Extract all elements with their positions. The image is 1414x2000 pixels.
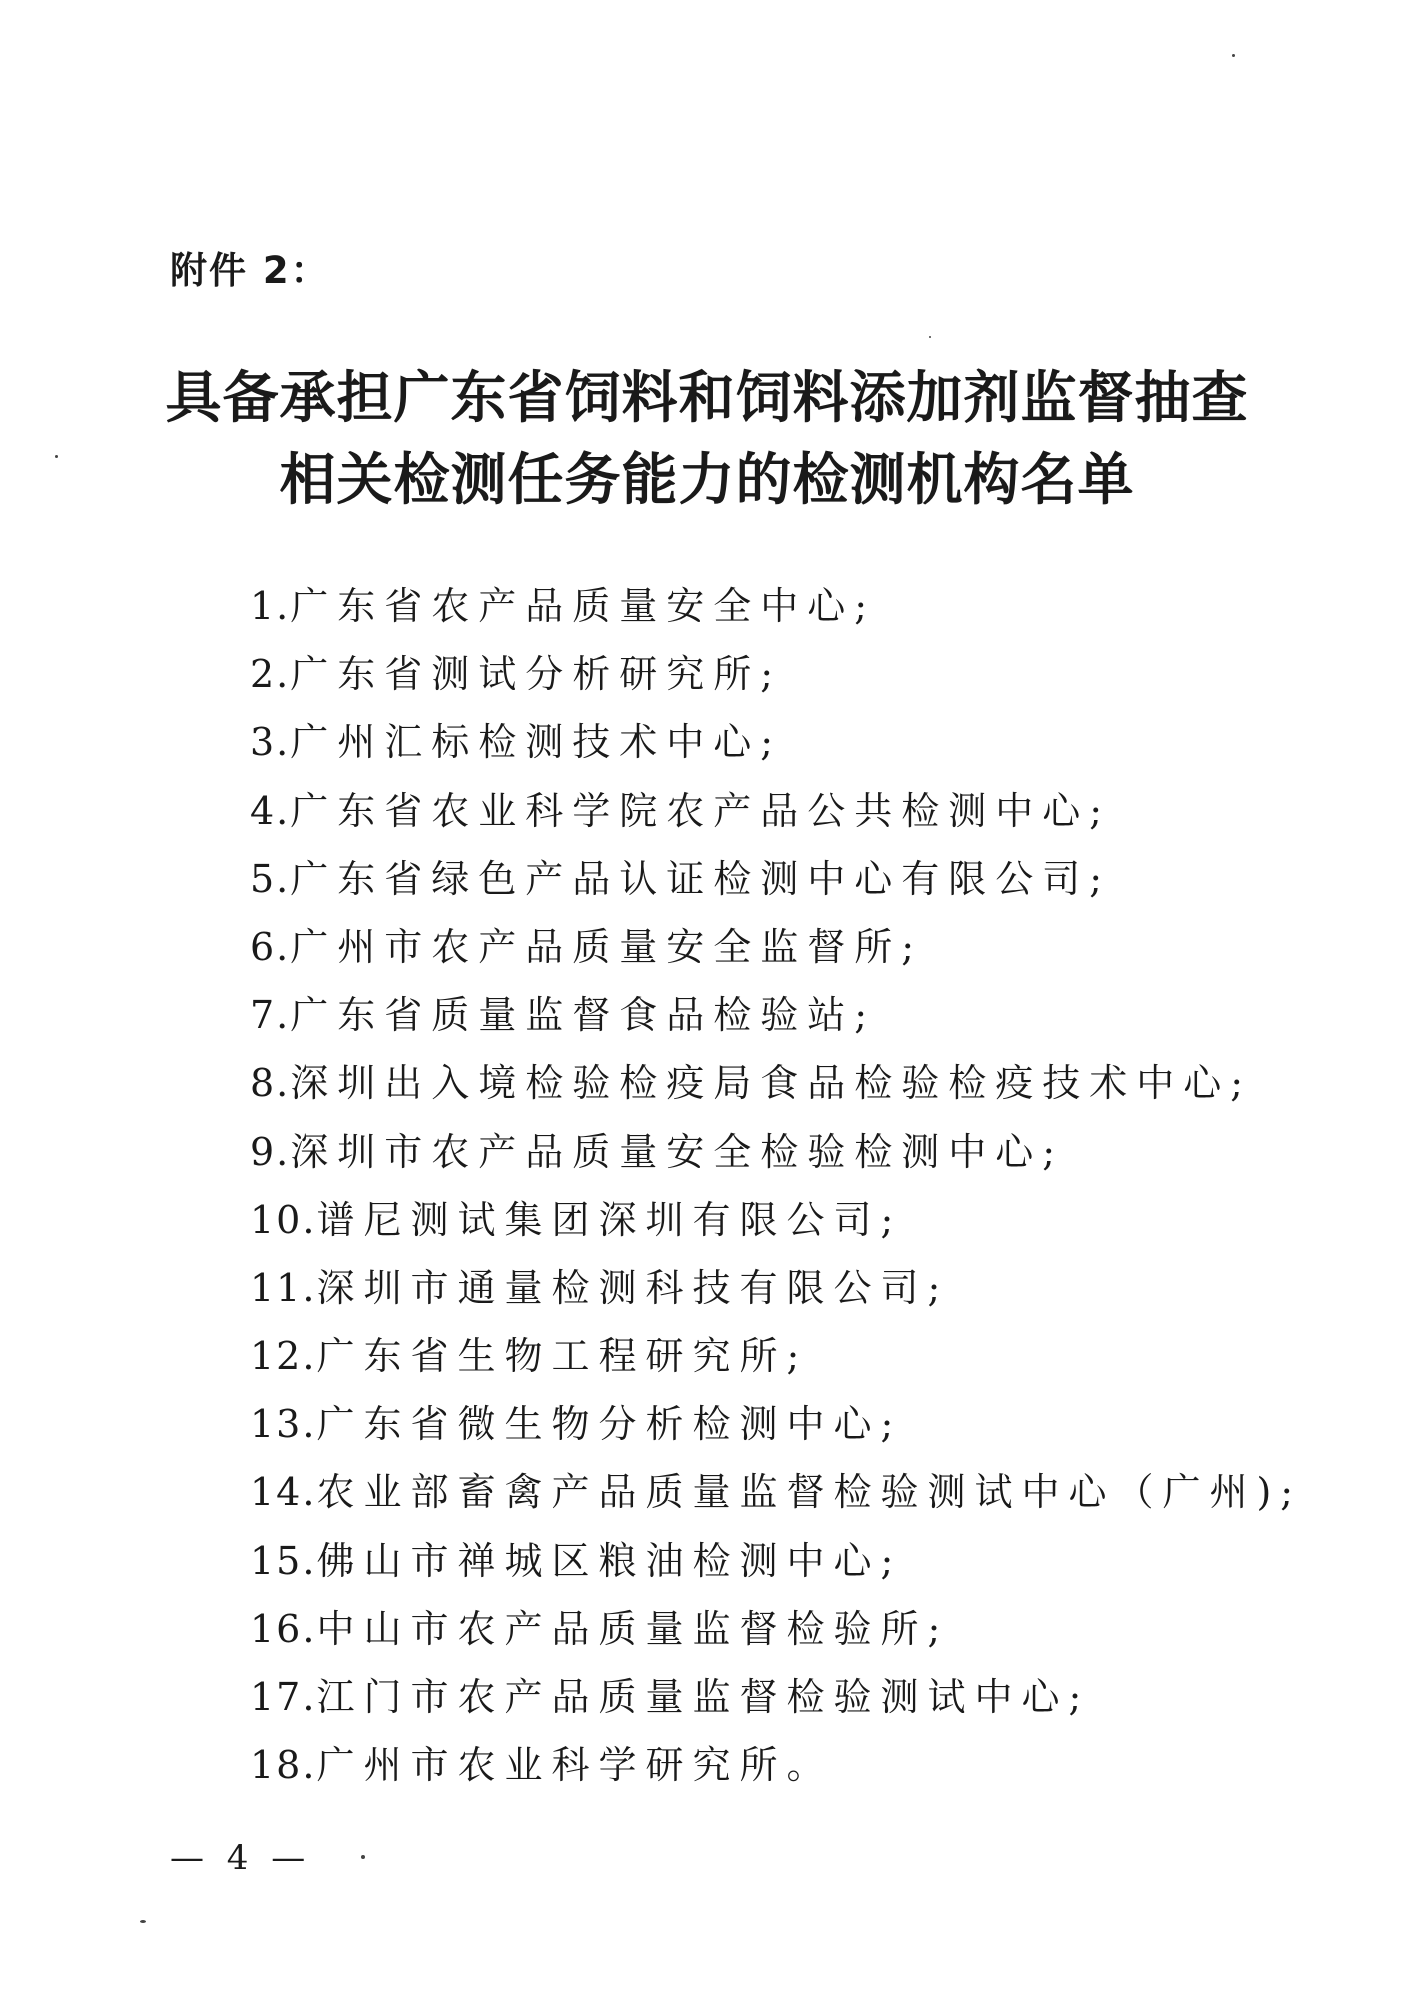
list-item-number: 16. xyxy=(250,1606,317,1651)
list-item xyxy=(250,1322,1302,1390)
list-item xyxy=(250,572,1302,640)
list-item-number: 3. xyxy=(250,720,291,765)
document-title xyxy=(0,358,1414,522)
scan-speck xyxy=(140,1920,146,1923)
list-item xyxy=(250,1731,1302,1799)
list-item xyxy=(250,913,1302,981)
list-item xyxy=(250,1527,1302,1595)
title-line-1: 具备承担广东省饲料和饲料添加剂监督抽查 xyxy=(165,366,1249,431)
list-item-name: 广东省微生物分析检测中心; xyxy=(316,1402,903,1447)
list-item xyxy=(250,640,1302,708)
list-item-name: 广东省测试分析研究所; xyxy=(290,652,783,697)
list-item-name: 广东省生物工程研究所; xyxy=(316,1334,809,1379)
list-item-name: 广州市农业科学研究所。 xyxy=(316,1743,834,1788)
list-item xyxy=(250,1186,1302,1254)
list-item xyxy=(250,1254,1302,1322)
list-item xyxy=(250,1049,1302,1117)
list-item xyxy=(250,1458,1302,1526)
list-item-name: 中山市农产品质量监督检验所; xyxy=(316,1606,950,1651)
list-item-name: 广东省农业科学院农产品公共检测中心; xyxy=(290,788,1112,833)
attachment-label: 附件 2： xyxy=(170,249,330,292)
list-item-name: 佛山市禅城区粮油检测中心; xyxy=(316,1538,903,1583)
list-item-number: 13. xyxy=(250,1402,317,1447)
list-item xyxy=(250,1595,1302,1663)
list-item-number: 7. xyxy=(250,993,291,1038)
list-item-number: 1. xyxy=(250,584,291,628)
list-item-number: 5. xyxy=(250,856,291,901)
list-item-number: 18. xyxy=(250,1743,317,1788)
list-item xyxy=(250,1118,1302,1186)
institution-list xyxy=(250,572,1302,1799)
list-item-number: 17. xyxy=(250,1675,317,1719)
list-item-name: 广东省质量监督食品检验站; xyxy=(290,993,877,1038)
scan-speck xyxy=(361,1855,365,1859)
scan-speck xyxy=(1232,54,1235,57)
list-item-number: 15. xyxy=(250,1538,317,1583)
list-item-name: 广州市农产品质量安全监督所; xyxy=(290,924,924,969)
list-item-number: 8. xyxy=(250,1061,291,1106)
list-item-name: 广东省绿色产品认证检测中心有限公司; xyxy=(290,856,1112,901)
list-item-name: 谱尼测试集团深圳有限公司; xyxy=(316,1197,903,1242)
list-item-number: 4. xyxy=(250,788,291,833)
list-item xyxy=(250,1390,1302,1458)
list-item xyxy=(250,981,1302,1049)
page-number: — 4 — xyxy=(170,1838,312,1878)
list-item-name: 深圳出入境检验检疫局食品检验检疫技术中心; xyxy=(290,1061,1253,1106)
list-item-number: 11. xyxy=(250,1265,317,1310)
title-line-2: 相关检测任务能力的检测机构名单 xyxy=(279,448,1135,513)
list-item-number: 6. xyxy=(250,924,291,969)
list-item-name: 农业部畜禽产品质量监督检验测试中心（广州); xyxy=(316,1470,1303,1515)
list-item-number: 14. xyxy=(250,1470,317,1515)
list-item xyxy=(250,777,1302,845)
list-item-number: 10. xyxy=(250,1197,317,1242)
scan-speck xyxy=(929,336,931,338)
list-item-name: 广州汇标检测技术中心; xyxy=(290,720,783,765)
list-item-name: 江门市农产品质量监督检验测试中心; xyxy=(316,1675,1091,1719)
list-item-number: 9. xyxy=(250,1129,291,1174)
list-item-number: 2. xyxy=(250,652,291,697)
list-item xyxy=(250,708,1302,776)
list-item xyxy=(250,845,1302,913)
list-item xyxy=(250,1663,1302,1731)
list-item-name: 深圳市农产品质量安全检验检测中心; xyxy=(290,1129,1065,1174)
list-item-name: 深圳市通量检测科技有限公司; xyxy=(316,1265,950,1310)
scan-speck xyxy=(55,455,58,458)
list-item-number: 12. xyxy=(250,1334,317,1379)
list-item-name: 广东省农产品质量安全中心; xyxy=(290,584,877,628)
